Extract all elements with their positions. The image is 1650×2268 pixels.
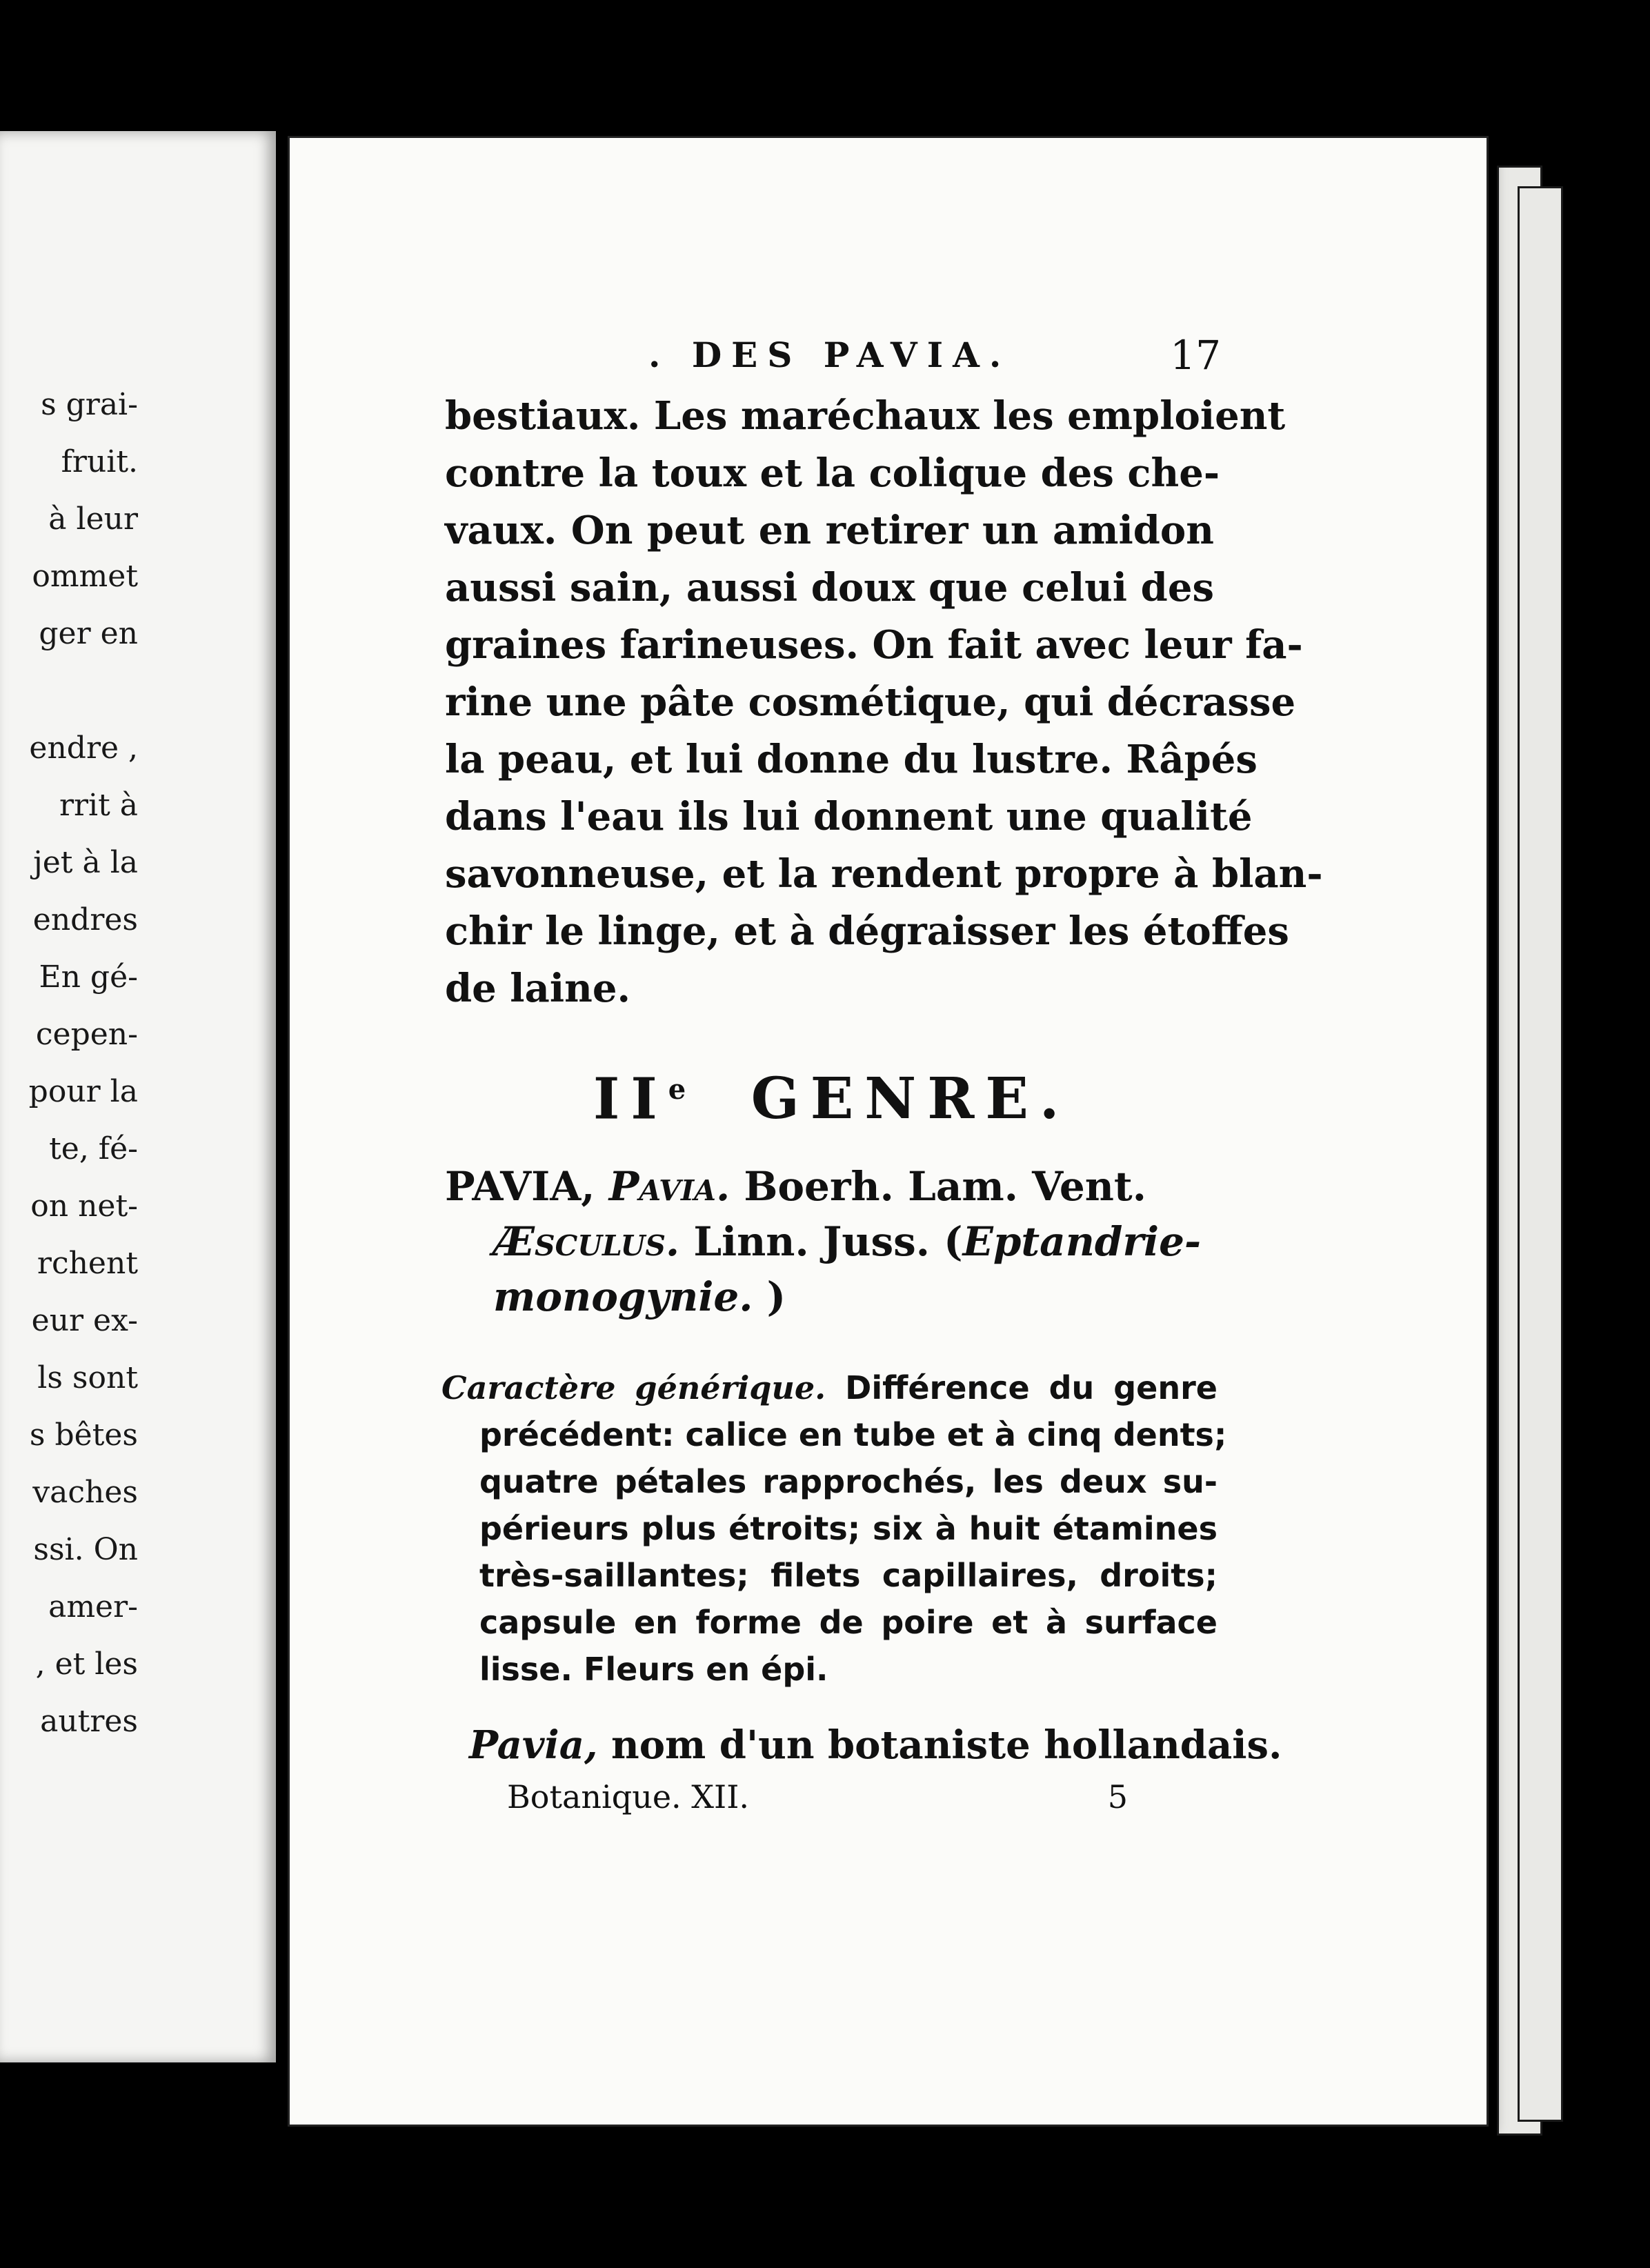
page-number: 17 (1170, 332, 1221, 379)
left-page-line: s grai- (41, 387, 138, 422)
genre-number: II (593, 1066, 668, 1133)
left-page-line: cepen- (35, 1017, 138, 1052)
footnote (469, 1718, 1282, 1773)
left-page-line: vaches (32, 1475, 138, 1510)
left-page-line: te, fé- (49, 1131, 138, 1166)
taxon-line (493, 1269, 786, 1324)
body-line: graines farineuses. On fait avec leur fa- (445, 622, 1303, 668)
body-line: vaux. On peut en retirer un amidon (445, 508, 1214, 553)
description-label: Caractère générique. (441, 1369, 826, 1406)
body-line: chir le linge, et à dégraisser les étoffes (445, 908, 1289, 954)
body-line: bestiaux. Les maréchaux les emploient (445, 393, 1286, 439)
genus-name: PAVIA, (445, 1163, 595, 1210)
genre-superscript: e (668, 1073, 686, 1106)
body-line: la peau, et lui donne du lustre. Râpés (445, 737, 1258, 782)
genre-heading (593, 1055, 1076, 1133)
left-page-line: amer- (48, 1589, 138, 1624)
running-title: . DES PAVIA. (648, 335, 1011, 375)
body-line: aussi sain, aussi doux que celui des (445, 565, 1214, 610)
description-text: Différence du genre (845, 1369, 1217, 1406)
left-page-line: endre , (29, 730, 138, 766)
description-line: précédent: calice en tube et à cinq dents; (479, 1416, 1227, 1453)
left-page-line: pour la (28, 1074, 138, 1109)
description-line: capsule en forme de poire et à surface (479, 1604, 1217, 1641)
linnaean-order: monogynie. (493, 1273, 753, 1320)
linnaean-class: Eptandrie- (962, 1218, 1202, 1265)
left-page-line: ls sont (37, 1360, 138, 1395)
page-edge (1518, 186, 1563, 2122)
body-line: dans l'eau ils lui donnent une qualité (445, 794, 1253, 839)
description-line (441, 1366, 1217, 1410)
body-line: savonneuse, et la rendent propre à blan- (445, 851, 1323, 897)
signature-label: Botanique. XII. (507, 1778, 749, 1816)
left-page-line: ger en (39, 616, 138, 651)
genus-italic: Pavia. (608, 1163, 730, 1210)
closing-paren: ) (766, 1273, 786, 1320)
left-page-line: , et les (35, 1647, 138, 1682)
body-line: rine une pâte cosmétique, qui décrasse (445, 679, 1296, 725)
genre-word: GENRE. (751, 1066, 1071, 1133)
running-head (441, 332, 1221, 379)
left-page-line: fruit. (61, 444, 138, 479)
left-page-line: on net- (30, 1188, 138, 1224)
footnote-name: Pavia, (469, 1722, 598, 1768)
signature-number: 5 (1107, 1778, 1128, 1816)
left-page-line: ommet (32, 559, 138, 594)
left-page-line: à leur (48, 501, 138, 537)
left-page-line: autres (40, 1704, 138, 1739)
taxon-line (493, 1214, 1201, 1269)
left-page-line: jet à la (33, 845, 138, 880)
signature-line (507, 1773, 1128, 1821)
left-page-line: s bêtes (29, 1418, 138, 1453)
left-page-line: rchent (37, 1246, 138, 1281)
description-line: quatre pétales rapprochés, les deux su- (479, 1463, 1217, 1500)
left-page-line: ssi. On (33, 1532, 138, 1567)
description-line: périeurs plus étroits; six à huit étamines (479, 1510, 1217, 1547)
synonym-authorities: Linn. Juss. ( (693, 1218, 963, 1265)
body-line: de laine. (445, 966, 630, 1011)
left-page-line: endres (32, 902, 138, 937)
authorities: Boerh. Lam. Vent. (744, 1163, 1146, 1210)
footnote-text: nom d'un botaniste hollandais. (610, 1722, 1282, 1768)
left-page-line: eur ex- (31, 1303, 138, 1338)
left-page-line: En gé- (39, 959, 138, 995)
taxon-line (445, 1159, 1146, 1214)
description-line: lisse. Fleurs en épi. (479, 1651, 828, 1688)
synonym-genus: Æsculus. (493, 1218, 680, 1265)
description-line: très-saillantes; filets capillaires, droits; (479, 1557, 1217, 1594)
left-page-fragment (0, 131, 276, 2062)
left-page-line: rrit à (59, 788, 138, 823)
body-line: contre la toux et la colique des che- (445, 450, 1220, 496)
